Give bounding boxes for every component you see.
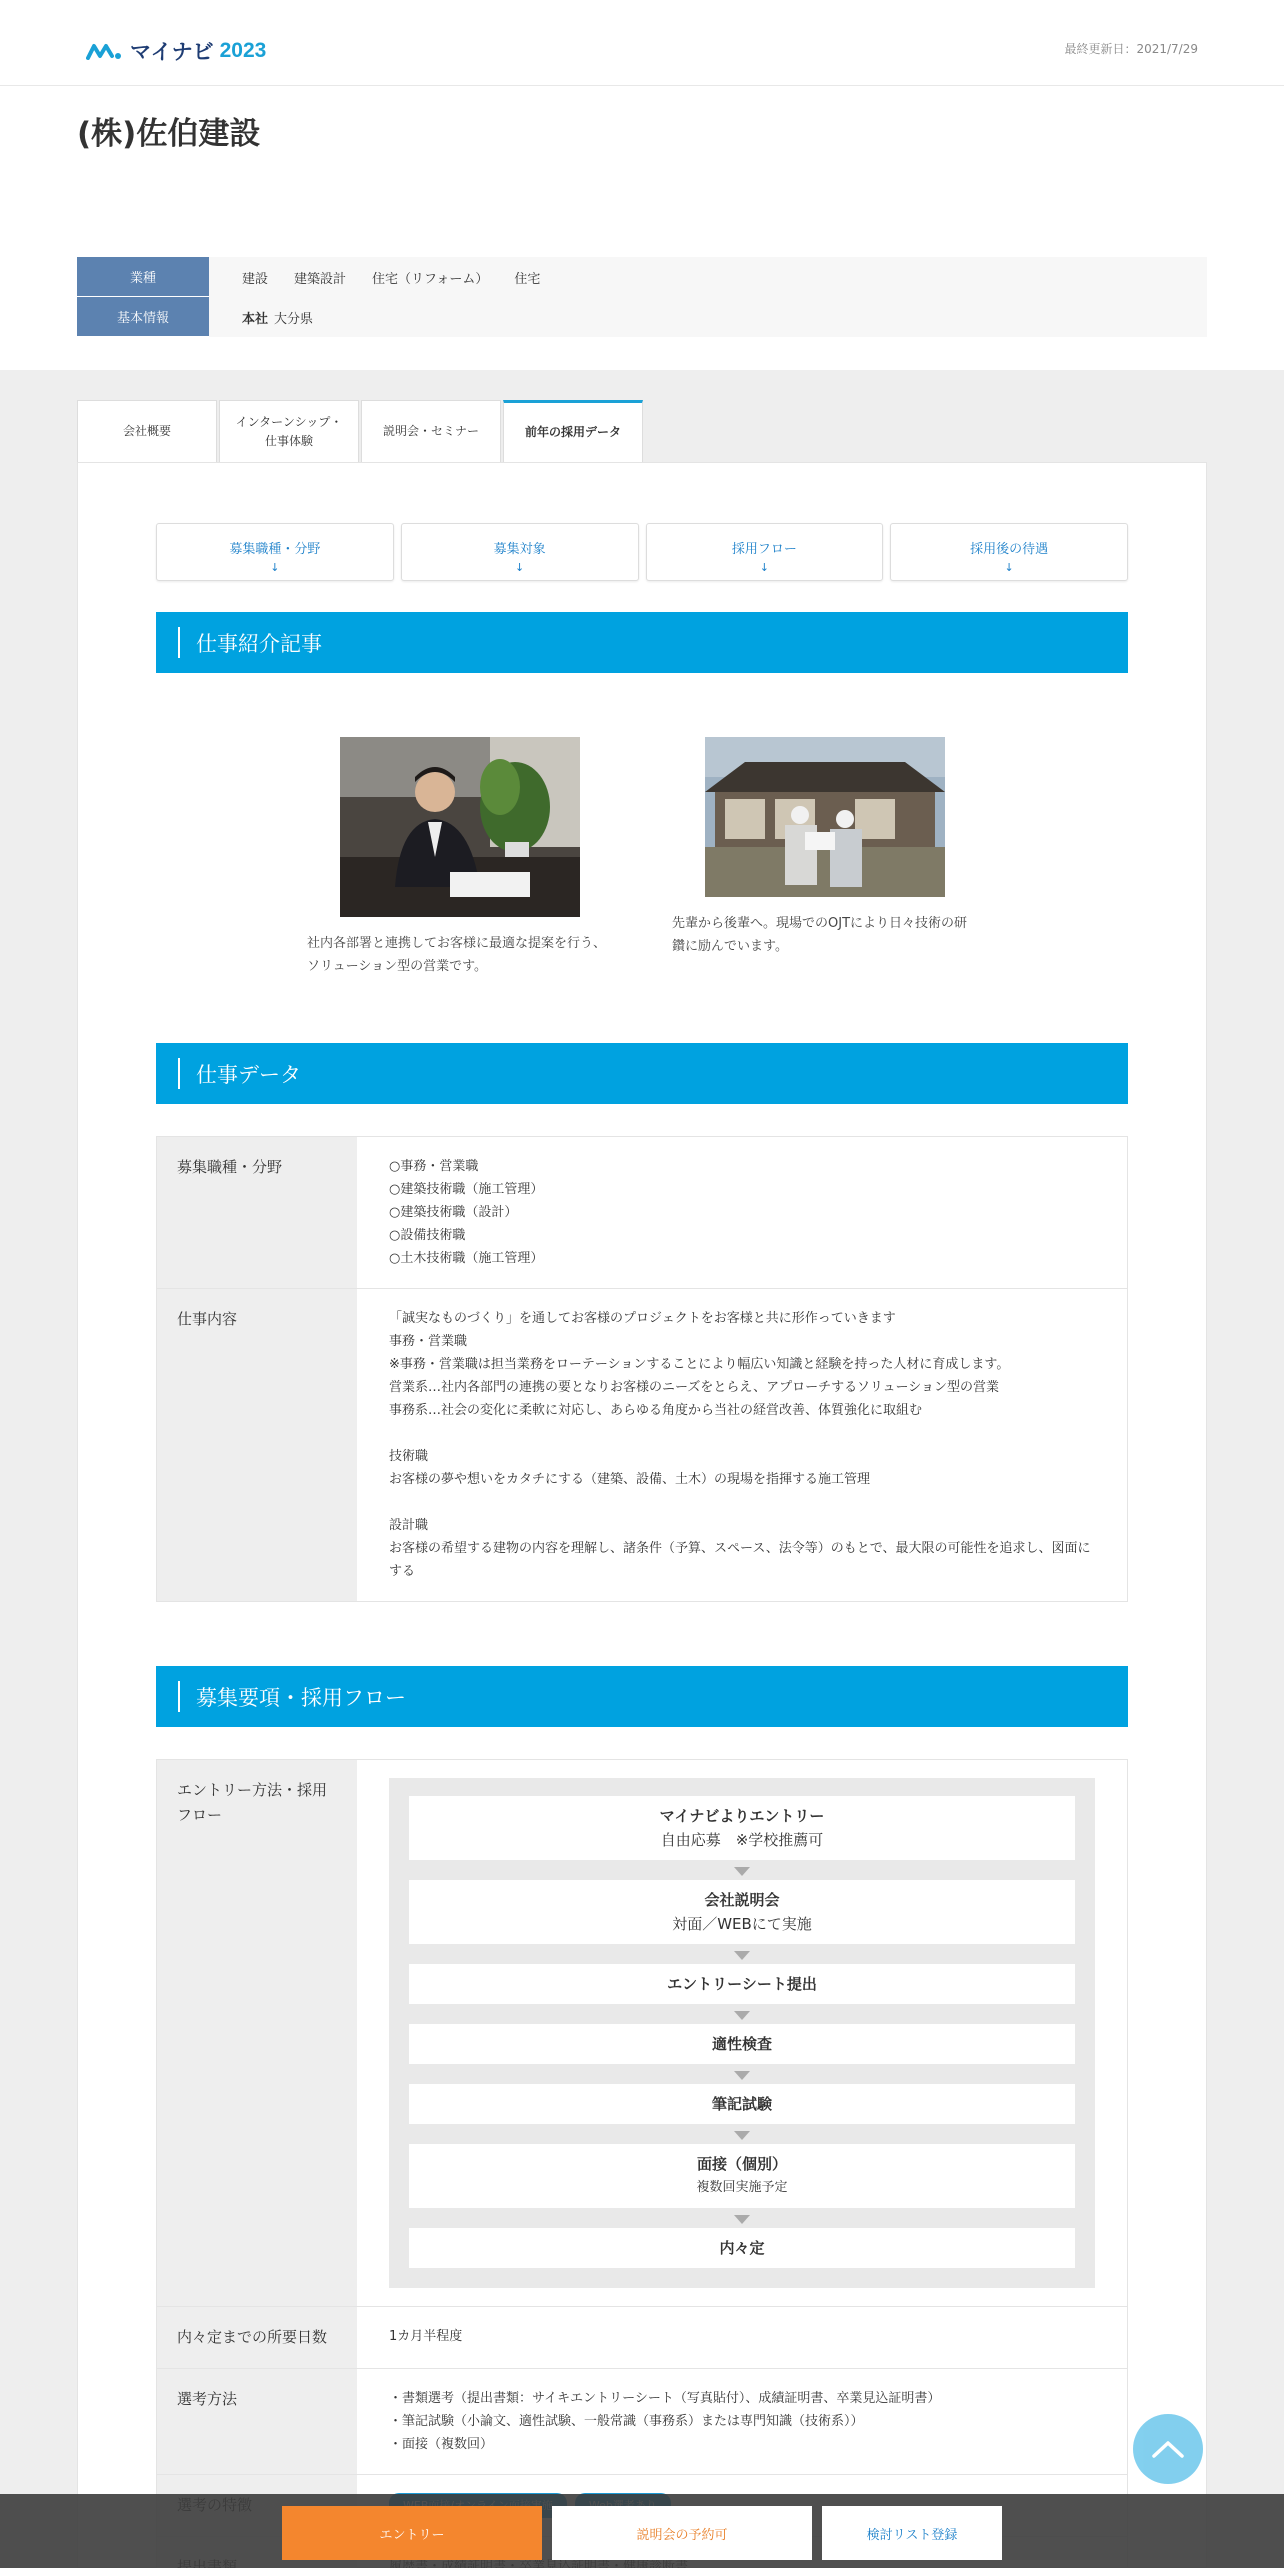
position-item: ○土木技術職（施工管理） (389, 1251, 544, 1266)
flow-step-sub: 自由応募 ※学校推薦可 (660, 1831, 824, 1849)
company-name: (株)佐伯建設 (77, 116, 261, 152)
method-item: ・筆記試験（小論文、適性試験、一般常識（事務系）または専門知識（技術系）） (389, 2414, 864, 2429)
section-job-articles: 仕事紹介記事 (156, 612, 1128, 673)
mynavi-logo[interactable] (86, 36, 266, 66)
flow-step-sub: 対面／WEBにて実施 (672, 1915, 812, 1933)
section-recruit-flow: 募集要項・採用フロー (156, 1666, 1128, 1727)
content-line: 事務系…社会の変化に柔軟に対応し、あらゆる角度から当社の経営改善、体質強化に取組む (389, 1403, 923, 1418)
content-line: お客様の夢や想いをカタチにする（建築、設備、土木）の現場を指揮する施工管理 (389, 1472, 871, 1487)
flow-arrow-icon (734, 2215, 750, 2224)
logo-text: マイナビ (130, 41, 214, 64)
flow-step-title: 適性検査 (711, 2035, 772, 2053)
anchor-label: 募集職種・分野 (229, 542, 321, 557)
industry-value: 建設 (242, 271, 269, 287)
tab-previous-recruit-data[interactable]: 前年の採用データ (503, 400, 643, 462)
content-line: 設計職 (389, 1518, 429, 1533)
flow-step-sub: 複数回実施予定 (696, 2180, 788, 2195)
content-line: ※事務・営業職は担当業務をローテーションすることにより幅広い知識と経験を持った人材に育成します。 (389, 1357, 1010, 1372)
flow-label: エントリー方法・採用フロー (157, 1760, 357, 2306)
industry-value: 住宅 (514, 271, 541, 287)
flow-arrow-icon (734, 2071, 750, 2080)
entry-button[interactable]: エントリー (282, 2506, 542, 2560)
flow-chart (389, 1778, 1095, 2288)
hq-label: 本社 (242, 311, 269, 327)
arrow-down-icon: ↓ (270, 561, 280, 574)
tab-company-overview[interactable]: 会社概要 (77, 400, 217, 462)
recruit-flow-table (156, 1759, 1128, 2568)
article-photo-sales[interactable] (340, 737, 580, 917)
content-line: お客様の希望する建物の内容を理解し、諸条件（予算、スペース、法令等）のもとで、最大限の可能性を追求し、図面にする (389, 1541, 1091, 1579)
bookmark-button[interactable]: 検討リスト登録 (822, 2506, 1002, 2560)
method-item: ・面接（複数回） (389, 2437, 494, 2452)
hq-info (209, 297, 313, 337)
photo-sales-image (340, 737, 580, 917)
anchor-target[interactable] (401, 523, 639, 581)
flow-row (157, 1760, 1127, 2307)
arrow-down-icon: ↓ (1004, 561, 1014, 574)
content-line: 「誠実なものづくり」を通してお客様のプロジェクトをお客様と共に形作っていきます (389, 1311, 896, 1326)
basic-info-table (77, 257, 1207, 337)
job-data-table (156, 1136, 1128, 1602)
days-value: 1カ月半程度 (389, 2329, 463, 2344)
positions-row (157, 1137, 1127, 1289)
mynavi-logo-icon (86, 42, 124, 60)
seminar-reserve-button[interactable]: 説明会の予約可 (552, 2506, 812, 2560)
method-item: ・書類選考（提出書類：サイキエントリーシート（写真貼付）、成績証明書、卒業見込証明書） (389, 2391, 941, 2406)
photo-site-image (705, 737, 945, 897)
basic-info-row (77, 297, 1207, 337)
position-item: ○建築技術職（施工管理） (389, 1182, 544, 1197)
content-line: 営業系…社内各部門の連携の要となりお客様のニーズをとらえ、アプローチするソリューション型の営業 (389, 1380, 999, 1395)
bottom-action-bar (0, 2494, 1284, 2568)
content-line: 事務・営業職 (389, 1334, 468, 1349)
positions-label: 募集職種・分野 (157, 1137, 357, 1288)
flow-step-title: 内々定 (719, 2239, 765, 2257)
anchor-label: 採用後の待遇 (970, 542, 1049, 557)
flow-step (409, 1880, 1075, 1944)
back-to-top-button[interactable] (1133, 2414, 1203, 2484)
flow-step (409, 1796, 1075, 1860)
anchor-label: 採用フロー (731, 542, 797, 557)
flow-step-title: 面接（個別） (696, 2155, 787, 2173)
job-content-text (357, 1289, 1127, 1601)
flow-step (409, 1964, 1075, 2004)
article-photo-site[interactable] (705, 737, 945, 897)
tab-seminar[interactable]: 説明会・セミナー (361, 400, 501, 462)
position-item: ○建築技術職（設計） (389, 1205, 518, 1220)
flow-arrow-icon (734, 1951, 750, 1960)
article-caption-sales: 社内各部署と連携してお客様に最適な提案を行う、ソリューション型の営業です。 (307, 936, 607, 974)
flow-step-title: マイナビよりエントリー (659, 1807, 825, 1825)
job-content-row (157, 1289, 1127, 1601)
days-row (157, 2307, 1127, 2369)
method-label: 選考方法 (157, 2369, 357, 2474)
flow-step (409, 2228, 1075, 2268)
position-item: ○設備技術職 (389, 1228, 466, 1243)
flow-content (357, 1760, 1127, 2306)
industry-row (77, 257, 1207, 297)
anchor-treatment[interactable] (890, 523, 1128, 581)
site-header (0, 0, 1284, 86)
anchor-label: 募集対象 (493, 542, 546, 557)
anchor-links (156, 523, 1128, 581)
hq-value: 大分県 (274, 311, 314, 327)
flow-step (409, 2024, 1075, 2064)
positions-list (357, 1137, 1127, 1288)
arrow-down-icon: ↓ (759, 561, 769, 574)
industry-value: 住宅（リフォーム） (372, 271, 489, 287)
article-caption-site: 先輩から後輩へ。現場でのOJTにより日々技術の研鑽に励んでいます。 (672, 916, 968, 954)
flow-step (409, 2144, 1075, 2208)
anchor-flow[interactable] (646, 523, 884, 581)
flow-arrow-icon (734, 2131, 750, 2140)
job-content-label: 仕事内容 (157, 1289, 357, 1601)
method-list (357, 2369, 1127, 2474)
basic-info-label: 基本情報 (77, 297, 209, 337)
anchor-positions[interactable] (156, 523, 394, 581)
section-job-data: 仕事データ (156, 1043, 1128, 1104)
tab-internship-label: インターンシップ・ 仕事体験 (235, 414, 343, 448)
chevron-up-icon (1151, 2439, 1185, 2459)
last-updated: 最終更新日：2021/7/29 (1064, 42, 1198, 56)
method-row (157, 2369, 1127, 2475)
days-label: 内々定までの所要日数 (157, 2307, 357, 2368)
flow-arrow-icon (734, 1867, 750, 1876)
flow-step-title: 会社説明会 (704, 1891, 780, 1909)
content-line: 技術職 (389, 1449, 429, 1464)
tab-internship[interactable] (219, 400, 359, 462)
flow-step-title: エントリーシート提出 (667, 1975, 817, 1993)
position-item: ○事務・営業職 (389, 1159, 479, 1174)
flow-step-title: 筆記試験 (711, 2095, 772, 2113)
flow-arrow-icon (734, 2011, 750, 2020)
flow-step (409, 2084, 1075, 2124)
arrow-down-icon: ↓ (515, 561, 525, 574)
industry-value: 建築設計 (294, 271, 347, 287)
company-tabs (77, 400, 645, 462)
logo-year: 2023 (219, 39, 267, 62)
industry-values (209, 257, 540, 297)
industry-label: 業種 (77, 257, 209, 297)
